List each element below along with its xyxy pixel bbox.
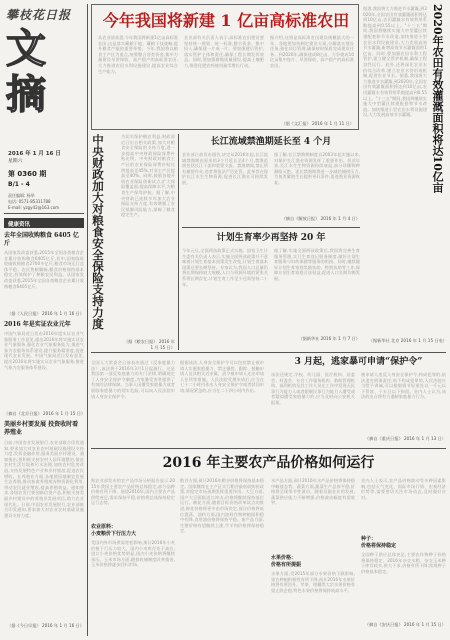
lead-body-col3: 据介绍,这将是高标准农田建设规模最大的一年。各地要加快制定建设方案,分解落实建设任务,强化项目管理,确保按时保质完成建设任务。到2020年,确保建成8亿亩、力争建成10亿亩集中连片、旱涝保收、高产稳产的高标准农田。 — [270, 35, 354, 68]
prices-headline: 2016 年主要农产品价格如何运行 — [162, 455, 375, 471]
protection-order-body-col4: 被申请人违反人身安全保护令,构成犯罪的,依法追究刑事责任;尚不构成犯罪的,人民法院应当给予训诫,可以根据情节轻重处以一千元以下罚款、十五日以下拘留。业内人士认为,该法的出台将有力遏制家庭暴力行为。 — [361, 372, 446, 400]
prices-subhead-4: 价格有所提振 — [271, 562, 302, 568]
email: E-mail: yzgy42@163.com — [8, 205, 60, 210]
lead-body-col2: 农业部有关负责人表示,高标准农田建设要坚持统一规划、统一标准,整合资金、集中投入,确保建一片成一片。要加强建后管护,落实管护主体和责任,确保工程长期发挥效益。同时,要加强耕地质量建设,提高土壤肥力,推进化肥农药使用量零增长行动。 — [184, 35, 264, 68]
sidebar-item-3-byline: （据《今日早报》 2016 年 1 月 16 日） — [7, 623, 84, 628]
sidebar-item-2-headline: 2016 年是实证农业元年 — [4, 321, 71, 328]
prices-body-col3b: 水果方面,受2015年部分水果价格下跌影响,果农种植积极性有所下降,预计2016年水果价格将有所回升。苹果、柑橘等大宗水果价格有望止跌企稳,特色水果价格将保持较高水平。 — [271, 571, 355, 593]
yangtze-headline: 长江流域禁渔期延长至 4 个月 — [210, 137, 332, 147]
protection-order-body-col1: 全国人大常委会日前表决通过《反家庭暴力法》,该法将于2016年3月1日起施行。这是我国第一部反家庭暴力的专门法律,明确规定了人身安全保护令制度,为家暴受害者提供了有效的法律保障。当事人因遭受家庭暴力或者面临家庭暴力的现实危险,可以向人民法院申请人身安全保护令。 — [91, 360, 175, 399]
phone: 电话: 0571-85311788 — [8, 199, 51, 204]
lead-body-col1: 从农业部获悉,今年我国将新建1亿亩高标准农田,这是落实藏粮于地、藏粮于技战略,提升粮食产能的重要举措。今年,我国将以粮食主产区为重点,统筹整合各类资金,集中力量建设旱涝保收、高产稳产的高标准农田,大力推进农田水利设施建设,提高农业综合生产能力。 — [98, 35, 178, 74]
lead-byline: （据《文汇报》 2016 年 1 月 11 日） — [281, 121, 354, 126]
vertical-byline: （据《粮农日报》 2016 年 1 月 15 日） — [123, 339, 175, 350]
prices-body-col3a: 水产品方面,预计2016年水产品价格将保持稳中略涨态势。蔬菜方面,蔬菜生产总体平稳,价格将呈现季节性波动。随着设施农业的发展,蔬菜供应能力不断增强,价格波动幅度有望收窄。 — [271, 478, 355, 506]
sidebar-header-label: 健康资讯 — [8, 222, 31, 228]
prices-body-col1b: 受国内外市场供需宽松影响,预计2016年小麦价格下行压力较大。国内小麦库存处于高位,进口小麦价格优势明显,国内小麦价格将继续承压。玉米市场方面,随着收储制度改革推进,玉米价格将逐步回归市场。 — [91, 540, 175, 568]
prices-article — [91, 452, 446, 636]
prices-body-col4b: 全国种子供应总体充足,主要农作物种子价格将保持稳定。2016年杂交水稻、杂交玉米种子库存较多,供大于求,价格有所下降;常规种子价格基本稳定。 — [361, 552, 446, 574]
family-planning-body-col1: 今年元旦,全面两孩政策正式实施。国家卫生计生委有关负责人表示,实施全面两孩政策并不意味着计划生育基本国策发生改变,计划生育基本国策还要长期坚持。专家认为,我国人口总量仍将长期保持较大规模,人口与资源环境的紧张关系将长期存在,计划生育工作至少还需坚持二十年。 — [182, 248, 268, 287]
family-planning-headline: 计划生育率少再坚持 20 年 — [216, 233, 326, 243]
protection-order-body-col2: 根据该法,人身安全保护令可以包括禁止被申请人实施家庭暴力、禁止骚扰、跟踪、接触申请人及其相关近亲属、责令被申请人迁出申请人住所等措施。人民法院受理申请后,应当在七十二小时内作出人身安全保护令或者驳回申请,情况紧急的,应当在二十四小时内作出。 — [180, 360, 264, 393]
vertical-headline: 中央财政加大对粮食安全保险支持力度 — [91, 134, 105, 330]
yangtze-body-col1: 农业部日前发布通告,决定从2016年起,长江流域禁渔期由原来的3个月延长至4个月,禁渔范围包括长江干流和重要支流。禁渔期间,禁止所有捕捞作业,违者将依法严厉处罚。此举旨在保护长江水生生物资源,促进长江渔业可持续发展。 — [182, 152, 268, 185]
mid-vertical-divider — [178, 134, 179, 350]
masthead-divider — [4, 213, 84, 214]
family-planning-article — [182, 230, 360, 348]
prices-body-col4a: 业内人士表示,农产品价格波动受多种因素影响,包括天气变化、国际市场行情、宏观经济形势等,需要密切关注市场动态,及时做好应对。 — [361, 478, 446, 500]
lower-section-rule — [91, 448, 446, 449]
vertical-body: 为切实保护粮农利益,财政部近日出台相关政策,加大对粮食安全保险的支持力度,进一步提高中央财政保险保费补贴比例。中央财政对粮食主产区的农业保险保费补贴比例提高至45%,对非主产区提高至40%。同时,鼓励各地开展农业保险创新试点,扩大保险覆盖面,提高保障水平,为粮食生产保驾护航。据了解,中央财政已连续多年加大农业保险支持力度,有效增强了农民抵御风险能力,保障了粮食稳定生产。 — [121, 134, 175, 218]
editor: 责任编辑: 杨华 — [8, 193, 35, 198]
masthead — [4, 4, 86, 209]
sidebar-item-3-headline: 美丽乡村要发展 投资收时看养殖业 — [4, 421, 79, 436]
prices-byline: （摘自《安庆日报》 2016 年 1 月 15 日） — [364, 622, 446, 627]
sidebar-item-1-body: 从国家发改委获悉,2015年全国各类粮食企业累计收购粮食6405亿斤,其中,国家临时收储收购粮食2700多亿斤,粮食市场运行总体平稳。农民售粮顺畅,粮食价格保持基本稳定,有效保护了种粮农民利益。从国家发改委获悉,2015年全国各类粮食企业累计收购粮食6405亿斤。 — [4, 250, 84, 289]
section-title: 文摘 — [6, 25, 48, 118]
sidebar-item-2-body: 中国气象局近日发布2016年度实证农业气象服务工作意见,提出2016年将实施实证农业气象服务,强化农业气象服务能力,推进气象为农服务体系建设,提升服务精准度,促进现代农业发展。中国气象局近日发布意见,提出2016年将实施实证农业气象服务,推进气象为农服务体系建设。 — [4, 331, 84, 370]
sidebar-item-3-body: 日前,中国农业发展银行,农业部联合印发通知,要求加大对农业农村基础设施建设支持力度,发挥金融作用,服务美丽乡村建设。通知指出,要积极支持农村人居环境整治,推进农村生活垃圾和污水治理,加快农村危房改造,支持发展特色产业和乡村旅游,促进农民增收。在养殖业方面,各地要因地制宜发展生态养殖,推动畜禽养殖废弃物资源化利用,带动农民就业增收,提高养殖效益。通知要求,各级农发行要创新信贷产品,积极支持美丽乡村建设中的养殖业发展项目,助力农业现代化。日前,中国农业发展银行,农业部联合印发通知,要求加大对农业农村基础设施建设支持力度。 — [4, 440, 84, 518]
prices-subhead-2: 小麦粮价下行压力大 — [91, 531, 137, 537]
sidebar-item-1-headline: 去年全国收购粮食 6405 亿斤 — [4, 232, 79, 247]
sidebar-item-1-byline: （据《人民日报》 2016 年 1 月 16 日） — [7, 311, 84, 316]
family-planning-body-col2: 据了解,实施全面两孩政策后,我国将完善生育服务管理,实行生育登记服务制度,做好计划生育服务与妇幼保健等服务的衔接。同时,继续做好计划生育家庭奖励扶助、特别扶助等工作,保障计划生育家庭合法权益,促进人口长期均衡发展。 — [274, 248, 360, 281]
prices-subhead-1: 农业原料： — [91, 524, 117, 530]
yangtze-byline: （摘自《解放日报》 2016 年 1 月 4 日） — [281, 216, 360, 221]
lead-headline: 今年我国将新建 1 亿亩高标准农田 — [102, 11, 350, 30]
prices-body-col1a: 据农业部发布的农产品市场分析报告显示,2015年我国主要农产品价格总体稳定,部分品种价格有所下降。展望2016年,国内主要农产品供给充足,需求保持平稳,价格将总体保持稳定运行态势。 — [91, 478, 175, 506]
yangtze-article — [182, 134, 360, 226]
right-column-byline: （据新华社 北京 2016 年 1 月 15 日电） — [368, 338, 447, 343]
weekday: 星期六 — [8, 159, 23, 164]
sidebar-item-2-byline: （摘自《北京日报》 2016 年 1 月 15 日） — [4, 411, 86, 416]
upper-section-rule — [91, 352, 446, 353]
protection-order-body-col3: 该法还规定,学校、幼儿园、医疗机构、居委会、村委会、社会工作服务机构、救助管理机构、福利机构及其工作人员在工作中发现无民事行为能力人或者限制民事行为能力人遭受或者疑似遭受家庭暴力的,应当及时向公安机关报案。 — [271, 372, 355, 405]
protection-order-byline: （摘自《重庆日报》 2016 年 1 月 13 日） — [364, 436, 446, 441]
prices-subhead-5: 种子： — [361, 536, 377, 542]
date-line: 2016 年 1 月 16 日 — [8, 151, 61, 157]
yangtze-bottom-rule — [182, 227, 360, 228]
issue-number: 第 0360 期 — [8, 170, 47, 178]
paper-name: 攀枝花日报 — [6, 8, 72, 22]
vertical-article — [91, 134, 175, 350]
family-planning-byline: （据新华社 2016 年 1 月 7 日） — [298, 336, 360, 341]
left-column-divider — [87, 4, 88, 636]
prices-subhead-3: 水果价格： — [271, 555, 297, 561]
protection-order-headline: 3 月起，逃家暴可申请“保护令” — [294, 357, 423, 367]
lead-article — [91, 4, 359, 130]
right-vertical-headline: 2020年农田有效灌溉面积将达10亿亩 — [431, 4, 444, 193]
sidebar — [4, 218, 84, 636]
yangtze-body-col2: 据了解,长江禁渔期制度自2003年起实施以来,对保护长江渔业资源发挥了重要作用。但近年来,长江水生生物资源持续衰退,部分珍稀物种濒临灭绝。延长禁渔期将进一步减轻捕捞压力,为鱼类繁殖生长提供更好条件,促进渔业资源恢复。 — [274, 152, 360, 185]
page-range: B/1 - 4 — [8, 181, 30, 188]
right-column-body: 据悉,我国将大力推进节水灌溉,到2020年,全国农田有效灌溉面积将达到10亿亩,农田灌溉水有效利用系数提高到0.55以上。"十三五"期间,我国将继续实施大中型灌区续建配套和节水改造,加快推进小型农田水利设施建设,大力发展高效节水灌溉,新增高效节水灌溉面积1亿亩。同时,要加强农田水利工程管护,建立健全管护机制,确保工程良性运行。此外,还将深化农业水价综合改革,建立农业水价形成机制,促进农业节水。据悉,我国将大力推进节水灌溉,到2020年,全国农田有效灌溉面积将达到10亿亩,农田灌溉水有效利用系数提高到0.55以上。"十三五"期间,我国将继续实施大中型灌区续建配套和节水改造。加快推进小型农田水利设施建设,大力发展高效节水灌溉。 — [363, 6, 427, 118]
prices-body-col2: 稻谷方面,预计2016年稻谷价格将保持基本稳定。国家继续在主产区实行稻谷最低收购价政策,对稳定市场预期发挥重要作用。大豆方面,国产大豆面临进口冲击,价格将继续保持低位运行。棉花方面,随着目标价格改革试点的推进,棉花价格将更多由市场决定,预计价格将低位震荡。油料方面,国内油料作物种植面积稳中有降,食用油价格将保持平稳。畜产品方面,生猪价格有望继续上涨,牛羊肉价格将保持稳定。 — [180, 478, 264, 534]
protection-order-article — [91, 356, 446, 446]
prices-subhead-6: 价格将保持稳定 — [361, 543, 397, 549]
right-vertical-headline-box — [430, 4, 448, 209]
